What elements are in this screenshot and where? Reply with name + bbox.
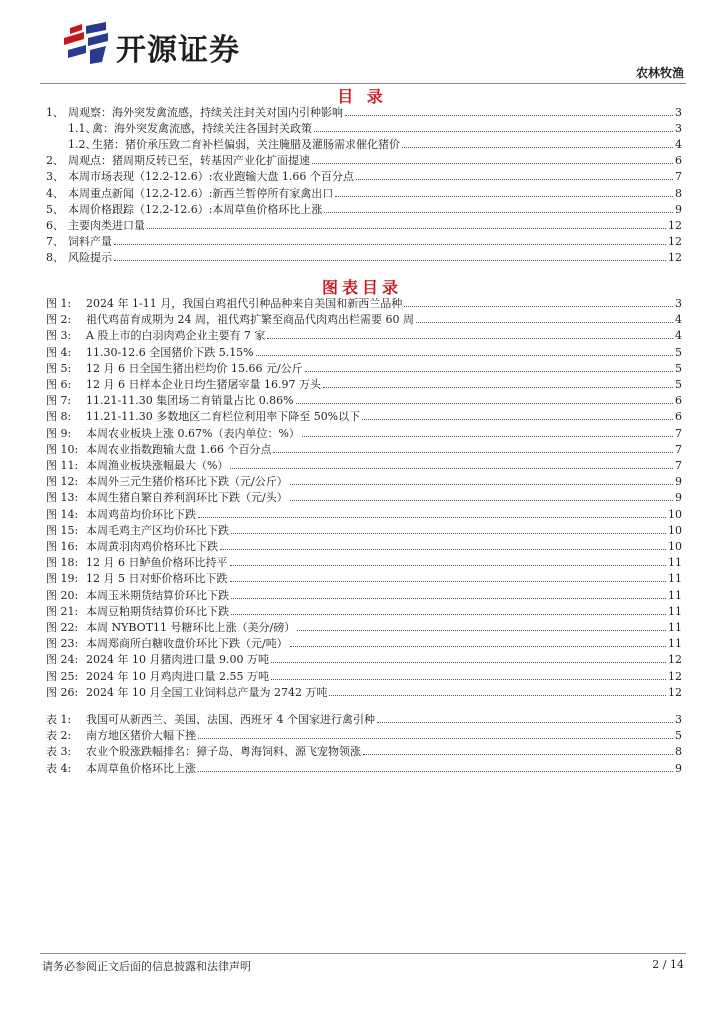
- toc-entry[interactable]: [46, 105, 682, 119]
- entry-page: 5: [675, 361, 682, 375]
- entry-title: 本周渔业板块涨幅最大（%）: [86, 459, 229, 472]
- index-entry[interactable]: [46, 507, 682, 521]
- entry-number: 图 10:: [46, 442, 79, 456]
- leader-dots: [314, 131, 673, 132]
- entry-page: 12: [668, 218, 682, 232]
- entry-page: 11: [668, 637, 682, 651]
- leader-dots: [230, 581, 667, 582]
- entry-title: 本周毛鸡主产区均价环比下跌: [86, 523, 229, 537]
- toc-list: [46, 105, 682, 265]
- entry-title: 本周玉米期货结算价环比下跌: [86, 588, 229, 602]
- entry-page: 9: [675, 475, 682, 489]
- leader-dots: [267, 338, 673, 339]
- entry-number: 图 11:: [46, 459, 79, 472]
- leader-dots: [323, 387, 673, 388]
- index-entry[interactable]: [46, 728, 682, 742]
- leader-dots: [416, 322, 673, 323]
- entry-title: 农业个股涨跌幅排名：獐子岛、粤海饲料、源飞宠物领涨: [86, 745, 361, 759]
- leader-dots: [114, 244, 666, 245]
- figure-list: [46, 296, 682, 706]
- entry-number: 4、: [46, 186, 64, 200]
- leader-dots: [356, 179, 673, 180]
- entry-number: 图 1:: [46, 297, 72, 310]
- entry-number: 6、: [46, 218, 64, 232]
- leader-dots: [231, 614, 666, 615]
- index-entry[interactable]: [46, 571, 682, 585]
- toc-title: 目 录: [337, 87, 387, 106]
- entry-number: 图 5:: [46, 361, 72, 375]
- leader-dots: [329, 695, 666, 696]
- entry-number: 图 25:: [46, 669, 79, 683]
- leader-dots: [198, 738, 673, 739]
- entry-page: 3: [675, 713, 682, 726]
- entry-page: 11: [668, 621, 682, 634]
- entry-page: 5: [675, 345, 682, 359]
- leader-dots: [147, 228, 666, 229]
- index-entry[interactable]: [46, 588, 682, 602]
- index-entry[interactable]: [46, 555, 682, 569]
- entry-number: 图 23:: [46, 637, 79, 651]
- leader-dots: [198, 517, 666, 518]
- index-entry[interactable]: [46, 712, 682, 726]
- leader-dots: [402, 147, 673, 148]
- footer-divider: [40, 953, 686, 954]
- leader-dots: [271, 679, 666, 680]
- entry-page: 12: [668, 669, 682, 683]
- leader-dots: [231, 533, 666, 534]
- brand-logo: [62, 18, 282, 68]
- index-entry[interactable]: [46, 442, 682, 456]
- entry-number: 表 1:: [46, 713, 72, 726]
- table-list: [46, 712, 682, 782]
- entry-page: 7: [675, 459, 682, 472]
- entry-page: 7: [675, 442, 682, 456]
- entry-page: 12: [668, 250, 682, 264]
- leader-dots: [273, 452, 673, 453]
- entry-page: 9: [675, 761, 682, 775]
- index-entry[interactable]: [46, 652, 682, 666]
- index-entry[interactable]: [46, 539, 682, 553]
- entry-title: 2024 年 10 月全国工业饲料总产量为 2742 万吨: [86, 685, 328, 699]
- entry-title: 本周外三元生猪价格环比下跌（元/公斤）: [86, 475, 288, 489]
- entry-page: 8: [675, 745, 682, 759]
- entry-title: 禽：海外突发禽流感，持续关注各国封关政策: [92, 122, 312, 136]
- entry-page: 12: [668, 234, 682, 248]
- entry-number: 图 22:: [46, 621, 79, 634]
- entry-title: 本周农业板块上涨 0.67%（表内单位：%）: [86, 426, 300, 440]
- toc-entry[interactable]: [46, 234, 682, 248]
- leader-dots: [290, 500, 673, 501]
- entry-title: 南方地区猪价大幅下挫: [86, 729, 196, 743]
- entry-title: 2024 年 10 月鸡肉进口量 2.55 万吨: [86, 669, 269, 683]
- entry-number: 1.2、: [68, 138, 97, 152]
- leader-dots: [256, 355, 673, 356]
- entry-number: 图 15:: [46, 523, 79, 537]
- leader-dots: [231, 598, 666, 599]
- page-number: 2 / 14: [652, 958, 684, 971]
- index-entry[interactable]: [46, 312, 682, 326]
- entry-page: 5: [675, 378, 682, 391]
- entry-number: 图 4:: [46, 345, 72, 359]
- entry-page: 3: [675, 122, 682, 136]
- index-entry[interactable]: [46, 474, 682, 488]
- index-entry[interactable]: [46, 523, 682, 537]
- leader-dots: [220, 549, 666, 550]
- entry-number: 表 4:: [46, 761, 72, 775]
- entry-title: 风险提示: [68, 250, 112, 264]
- index-entry[interactable]: [46, 296, 682, 310]
- entry-title: 本周生猪自繁自养利润环比下跌（元/头）: [86, 491, 288, 505]
- entry-number: 1.1、: [68, 122, 97, 136]
- entry-title: 祖代鸡苗育成期为 24 周，祖代鸡扩繁至商品代肉鸡出栏需要 60 周: [86, 313, 414, 327]
- toc-entry[interactable]: [46, 202, 682, 216]
- entry-number: 图 26:: [46, 685, 79, 699]
- index-entry[interactable]: [46, 761, 682, 775]
- entry-number: 1、: [46, 106, 64, 119]
- leader-dots: [324, 212, 673, 213]
- entry-number: 图 16:: [46, 540, 79, 553]
- logo-mark-icon: [62, 22, 110, 64]
- figure-index-title: 图表目录: [321, 278, 402, 297]
- entry-page: 10: [668, 523, 682, 537]
- leader-dots: [377, 722, 673, 723]
- index-entry[interactable]: [46, 744, 682, 758]
- leader-dots: [335, 196, 673, 197]
- entry-title: A 股上市的白羽肉鸡企业主要有 7 家: [86, 329, 266, 343]
- leader-dots: [271, 662, 666, 663]
- entry-title: 我国可从新西兰、美国、法国、西班牙 4 个国家进行禽引种: [86, 713, 375, 726]
- entry-page: 4: [675, 329, 682, 343]
- entry-title: 周观点：猪周期反转已至，转基因产业化扩面提速: [68, 154, 310, 168]
- index-entry[interactable]: [46, 685, 682, 699]
- index-entry[interactable]: [46, 409, 682, 423]
- entry-title: 主要肉类进口量: [68, 218, 145, 232]
- entry-page: 7: [675, 170, 682, 184]
- entry-title: 本周农业指数跑输大盘 1.66 个百分点: [86, 442, 272, 456]
- entry-number: 图 18:: [46, 556, 79, 570]
- entry-number: 8、: [46, 250, 64, 264]
- entry-title: 本周黄羽肉鸡价格环比下跌: [86, 540, 218, 553]
- index-entry[interactable]: [46, 393, 682, 407]
- entry-number: 图 9:: [46, 426, 72, 440]
- report-category: 农林牧渔: [635, 66, 684, 80]
- entry-page: 5: [675, 729, 682, 743]
- entry-page: 12: [668, 685, 682, 699]
- toc-entry[interactable]: [46, 169, 682, 183]
- entry-number: 图 6:: [46, 378, 72, 391]
- entry-page: 11: [668, 604, 682, 618]
- entry-number: 5、: [46, 202, 64, 216]
- entry-title: 11.21-11.30 多数地区二育栏位利用率下降至 50%以下: [86, 410, 361, 424]
- entry-page: 11: [668, 588, 682, 602]
- leader-dots: [302, 436, 673, 437]
- entry-title: 12 月 6 日鲈鱼价格环比持平: [86, 556, 228, 570]
- index-entry[interactable]: [46, 604, 682, 618]
- entry-number: 图 19:: [46, 572, 79, 586]
- entry-number: 表 2:: [46, 729, 72, 743]
- entry-title: 2024 年 1-11 月，我国白鸡祖代引种品种来自美国和新西兰品种: [86, 297, 403, 310]
- toc-entry[interactable]: [46, 250, 682, 264]
- entry-title: 12 月 6 日样本企业日均生猪屠宰量 16.97 万头: [86, 378, 321, 391]
- leader-dots: [297, 630, 666, 631]
- index-entry[interactable]: [46, 426, 682, 440]
- entry-page: 12: [668, 653, 682, 667]
- leader-dots: [230, 565, 667, 566]
- index-entry[interactable]: [46, 361, 682, 375]
- entry-title: 本周草鱼价格环比上涨: [86, 761, 196, 775]
- index-entry[interactable]: [46, 620, 682, 634]
- leader-dots: [290, 646, 666, 647]
- entry-page: 4: [675, 138, 682, 152]
- entry-number: 图 24:: [46, 653, 79, 667]
- entry-number: 图 21:: [46, 604, 79, 618]
- leader-dots: [114, 260, 666, 261]
- entry-number: 3、: [46, 170, 64, 184]
- toc-entry[interactable]: [46, 137, 682, 151]
- toc-entry[interactable]: [46, 218, 682, 232]
- index-entry[interactable]: [46, 636, 682, 650]
- entry-title: 11.21-11.30 集团场二育销量占比 0.86%: [86, 394, 294, 408]
- index-entry[interactable]: [46, 345, 682, 359]
- entry-title: 周观察：海外突发禽流感，持续关注封关对国内引种影响: [68, 106, 343, 119]
- index-entry[interactable]: [46, 490, 682, 504]
- entry-page: 11: [668, 572, 682, 586]
- index-entry[interactable]: [46, 669, 682, 683]
- entry-title: 11.30-12.6 全国猪价下跌 5.15%: [86, 345, 254, 359]
- leader-dots: [345, 115, 673, 116]
- logo-text: 开源证券: [116, 33, 240, 68]
- entry-page: 4: [675, 313, 682, 327]
- leader-dots: [198, 771, 673, 772]
- entry-page: 9: [675, 491, 682, 505]
- entry-page: 6: [675, 154, 682, 168]
- entry-number: 表 3:: [46, 745, 72, 759]
- leader-dots: [296, 403, 673, 404]
- entry-title: 本周 NYBOT11 号糖环比上涨（美分/磅）: [86, 621, 296, 634]
- toc-entry[interactable]: [46, 153, 682, 167]
- entry-title: 12 月 5 日对虾价格环比下跌: [86, 572, 228, 586]
- entry-title: 本周鸡苗均价环比下跌: [86, 507, 196, 521]
- toc-entry[interactable]: [46, 121, 682, 135]
- entry-page: 8: [675, 186, 682, 200]
- leader-dots: [404, 306, 673, 307]
- index-entry[interactable]: [46, 328, 682, 342]
- entry-number: 7、: [46, 234, 64, 248]
- entry-title: 12 月 6 日全国生猪出栏均价 15.66 元/公斤: [86, 361, 303, 375]
- entry-page: 10: [668, 540, 682, 553]
- index-entry[interactable]: [46, 377, 682, 391]
- footer-disclaimer: 请务必参阅正文后面的信息披露和法律声明: [42, 960, 251, 973]
- toc-entry[interactable]: [46, 186, 682, 200]
- entry-page: 6: [675, 410, 682, 424]
- entry-page: 3: [675, 106, 682, 119]
- leader-dots: [305, 371, 673, 372]
- leader-dots: [363, 754, 673, 755]
- leader-dots: [312, 163, 673, 164]
- entry-page: 11: [668, 556, 682, 570]
- entry-title: 本周价格跟踪（12.2-12.6）:本周草鱼价格环比上涨: [68, 202, 323, 216]
- entry-title: 饲料产量: [68, 234, 112, 248]
- entry-number: 图 13:: [46, 491, 79, 505]
- leader-dots: [362, 419, 673, 420]
- entry-number: 图 7:: [46, 394, 72, 408]
- entry-title: 2024 年 10 月猪肉进口量 9.00 万吨: [86, 653, 269, 667]
- entry-number: 图 20:: [46, 588, 79, 602]
- entry-title: 本周市场表现（12.2-12.6）:农业跑输大盘 1.66 个百分点: [68, 170, 354, 184]
- index-entry[interactable]: [46, 458, 682, 472]
- entry-page: 3: [675, 297, 682, 310]
- entry-page: 6: [675, 394, 682, 408]
- entry-number: 图 3:: [46, 329, 72, 343]
- entry-number: 图 12:: [46, 475, 79, 489]
- entry-number: 2、: [46, 154, 64, 168]
- entry-page: 7: [675, 426, 682, 440]
- entry-number: 图 8:: [46, 410, 72, 424]
- entry-title: 本周重点新闻（12.2-12.6）:新西兰暂停所有家禽出口: [68, 186, 334, 200]
- entry-title: 本周郑商所白糖收盘价环比下跌（元/吨）: [86, 637, 288, 651]
- entry-page: 9: [675, 202, 682, 216]
- entry-number: 图 2:: [46, 313, 72, 327]
- entry-number: 图 14:: [46, 507, 79, 521]
- leader-dots: [290, 484, 673, 485]
- leader-dots: [230, 468, 673, 469]
- entry-page: 10: [668, 507, 682, 521]
- entry-title: 本周豆粕期货结算价环比下跌: [86, 604, 229, 618]
- entry-title: 生猪：猪价承压致二育补栏偏弱，关注腌腊及灌肠需求催化猪价: [92, 138, 400, 152]
